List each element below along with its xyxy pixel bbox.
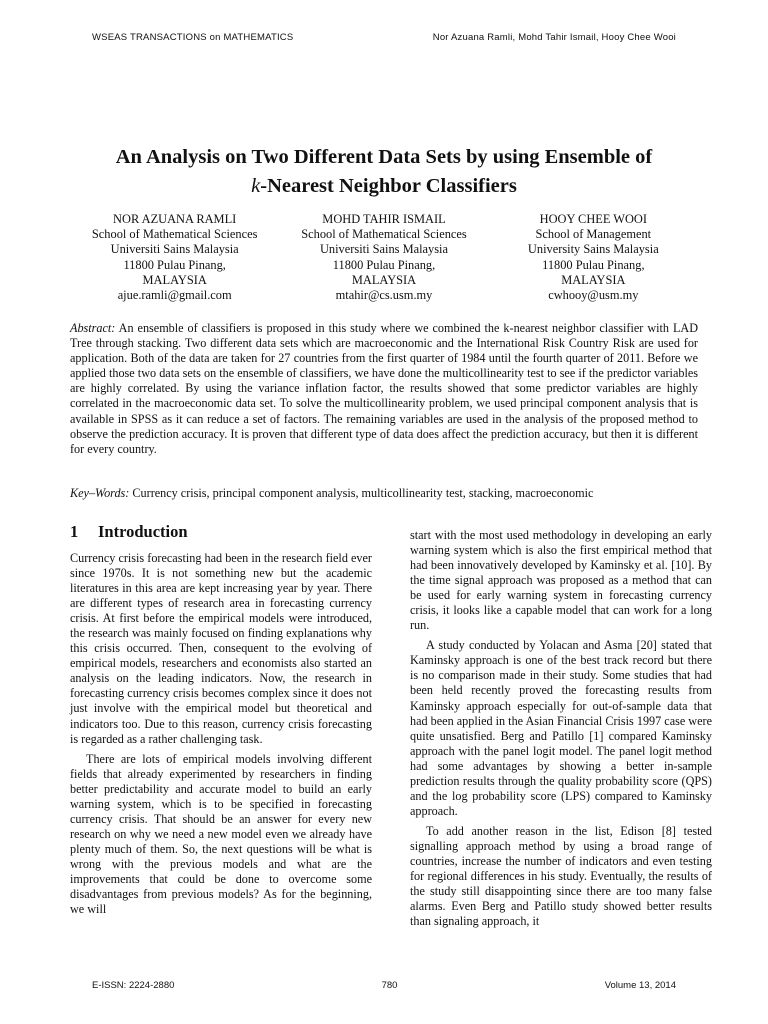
footer-issn: E-ISSN: 2224-2880 bbox=[92, 980, 175, 991]
author-email: ajue.ramli@gmail.com bbox=[117, 288, 232, 303]
footer-volume: Volume 13, 2014 bbox=[604, 980, 676, 991]
author-city: 11800 Pulau Pinang, bbox=[123, 257, 226, 272]
title-line-1: An Analysis on Two Different Data Sets by using Ensemble of bbox=[115, 146, 653, 168]
header-authors: Nor Azuana Ramli, Mohd Tahir Ismail, Hooy Chee Wooi bbox=[432, 32, 676, 43]
abstract-text: An ensemble of classifiers is proposed in this study where we combined the k-nearest neighbor classifier with LAD Tree through stacking. Two different data sets which are macroeconomic and the International Risk Country Risk are used for application. Both of the data are taken for 27 countries from the first quarter of 1984 until the fourth quarter of 2011. Before we applied those two data sets on the ensemble of classifiers, we have done the multicollinearity test to see if the predictor variables are highly correlated. By using the variance inflation factor, the results showed that some predictor variables are highly correlated in the macroeconomic data set. To solve the multicollinearity problem, we used principal component analysis that is available in SPSS as it can reduce a set of factors. The remaining variables are used in the analysis of the proposed method to observe the prediction accuracy. It is proven that different type of data does affect the prediction accuracy, but then it is different for every country. bbox=[70, 321, 699, 456]
author-department: School of Mathematical Sciences bbox=[301, 227, 467, 242]
page-number: 780 bbox=[381, 980, 398, 991]
paragraph: A study conducted by Yolacan and Asma [20] stated that Kaminsky approach is one of the best track record but there is no comparison made in their study. Some studies that had been held recently proved the forecasting results from Kaminsky approach especially for out-of-sample data that had been applied in the Asian Financial Crisis 1997 case were quite unsatisfied. Berg and Patillo [1] compared Kaminsky approach with the panel logit model. The panel logit method had some advantages by showing a better in-sample prediction results through the quality probability score (QPS) and the log probability score (LPS) compared to Kaminsky approach. bbox=[410, 638, 712, 818]
section-title: Introduction bbox=[98, 522, 188, 541]
author-country: MALAYSIA bbox=[561, 272, 626, 287]
paragraph: Currency crisis forecasting had been in the research field ever since 1970s. It is not something new but the academic literatures in this area are kept increasing year by year. There are different types of research area in forecasting currency crisis. At first before the empirical models were introduced, the research was mainly focused on finding explanations why this crisis occurred. Then, consequent to the evolving of empirical models, researchers and economists also started an analysis on the leading indicators. Now, the research in forecasting currency crisis becomes complex since it does not just involve with the empirical model but theoretical and indicators too. Due to this reason, currency crisis forecasting is regarded as a rather challenging task. bbox=[70, 551, 372, 746]
paper-title bbox=[60, 143, 708, 201]
page-footer bbox=[92, 980, 676, 991]
author-3 bbox=[489, 212, 698, 303]
author-country: MALAYSIA bbox=[351, 272, 417, 287]
keywords-text: Currency crisis, principal component analysis, multicollinearity test, stacking, macroeconomic bbox=[132, 486, 594, 500]
keywords-label: Key–Words: bbox=[70, 486, 130, 500]
author-1 bbox=[70, 212, 279, 303]
author-block bbox=[70, 212, 698, 303]
section-heading bbox=[70, 522, 372, 542]
paragraph: start with the most used methodology in developing an early warning system which is also the first empirical method that had been innovatively developed by Kaminsky et al. [10]. By the time signal approach was proposed as a method that can be used for early warning system in forecasting currency crisis, it looks like a capable model that can work for a long run. bbox=[410, 528, 712, 633]
title-line-2-rest: -Nearest Neighbor Classifiers bbox=[260, 175, 517, 197]
paragraph: To add another reason in the list, Edison [8] tested signalling approach method by using a broad range of countries, increase the number of indicators and even testing for regional differences in his study. Eventually, the results of the study still disappointing since there are too many false alarms. Even Berg and Patillo study showed better results than signaling approach, it bbox=[410, 823, 712, 929]
right-column bbox=[410, 528, 712, 929]
title-variable-k: k bbox=[251, 175, 261, 197]
author-university: University Sains Malaysia bbox=[527, 242, 659, 257]
paragraph: There are lots of empirical models involving different fields that already experimented by researchers in finding better predictability and accurate model to build an early warning system, which is to be specified in forecasting currency crisis. That should be an answer for every new research on why we need a new model even we already have plenty much of them. So, the next questions will be what is wrong with the previous models and what are the improvements that could be done to overcome some disadvantages from previous models? As for the beginning, we will bbox=[70, 751, 372, 917]
running-header bbox=[92, 32, 676, 43]
abstract bbox=[70, 321, 698, 457]
author-2 bbox=[279, 212, 488, 303]
author-department: School of Mathematical Sciences bbox=[91, 227, 258, 242]
left-column bbox=[70, 522, 372, 917]
author-name: MOHD TAHIR ISMAIL bbox=[322, 212, 446, 226]
abstract-label: Abstract: bbox=[70, 321, 116, 335]
author-email: mtahir@cs.usm.my bbox=[335, 288, 433, 303]
author-name: NOR AZUANA RAMLI bbox=[113, 212, 237, 226]
author-name: HOOY CHEE WOOI bbox=[539, 212, 647, 226]
author-city: 11800 Pulau Pinang, bbox=[332, 257, 436, 272]
author-city: 11800 Pulau Pinang, bbox=[542, 257, 645, 272]
keywords bbox=[70, 486, 698, 501]
section-number: 1 bbox=[70, 522, 79, 541]
author-email: cwhooy@usm.my bbox=[548, 288, 639, 303]
author-country: MALAYSIA bbox=[142, 272, 207, 287]
author-university: Universiti Sains Malaysia bbox=[110, 242, 239, 257]
author-department: School of Management bbox=[535, 227, 652, 242]
author-university: Universiti Sains Malaysia bbox=[319, 242, 448, 257]
title-line-2 bbox=[60, 172, 708, 201]
journal-name: WSEAS TRANSACTIONS on MATHEMATICS bbox=[92, 32, 294, 43]
